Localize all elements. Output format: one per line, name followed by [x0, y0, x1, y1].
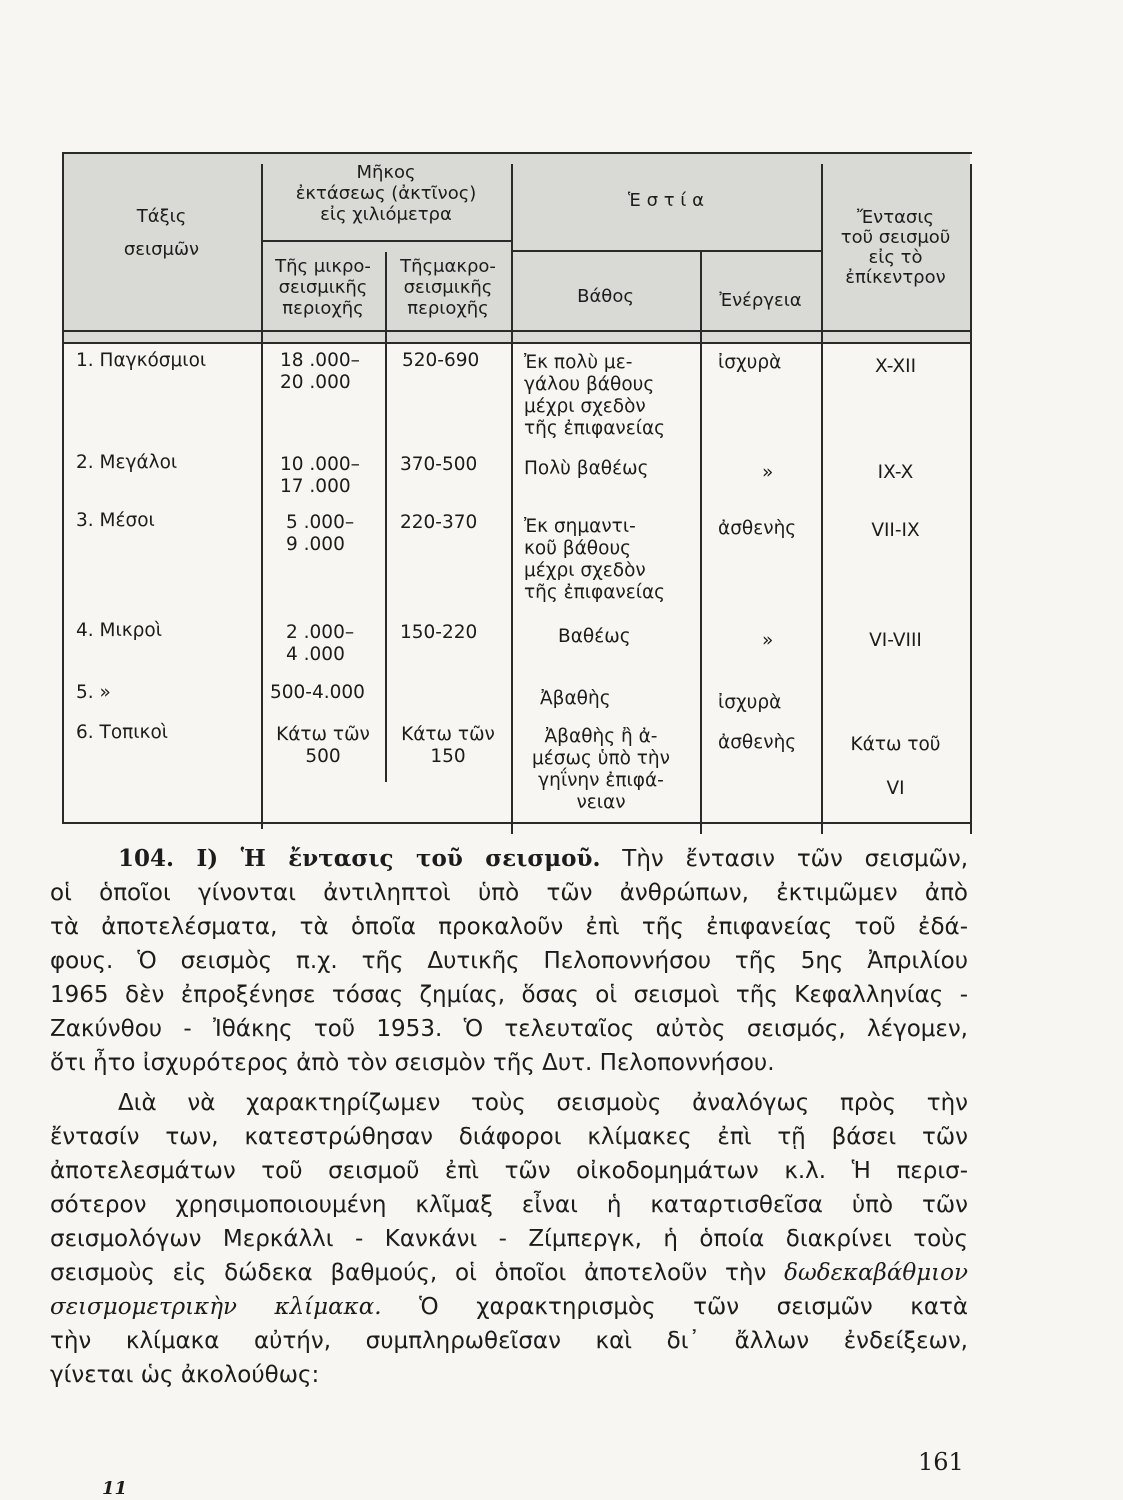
- italic-term: σεισμομετρικὴν κλίμακα.: [50, 1294, 382, 1320]
- paragraph-line: σεισμολόγων Μερκάλλι - Κανκάνι - Ζίμπεργκ, ἡ ὁποία διακρίνει τοὺς: [50, 1226, 968, 1252]
- table-top-border: [62, 152, 972, 154]
- row1-depth: Ἐκ πολὺ με- γάλου βάθους μέχρι σχεδὸν τῆς ἐπιφανείας: [524, 352, 666, 439]
- header-length-group: Μῆκος ἐκτάσεως (ἀκτῖνος) εἰς χιλιόμετρα: [295, 162, 477, 225]
- row2-intensity: IX-X: [877, 462, 914, 483]
- header-depth: Βάθος: [577, 286, 634, 307]
- header-focus: Ἑ σ τ ί α: [628, 190, 704, 211]
- paragraph-line: Ζακύνθου - Ἰθάκης τοῦ 1953. Ὁ τελευταῖος αὐτὸς σεισμός, λέγομεν,: [50, 1016, 968, 1042]
- paragraph-line: σεισμοὺς εἰς δώδεκα βαθμούς, οἱ ὁποῖοι ἀποτελοῦν τὴν δωδεκαβάθμιον: [50, 1260, 969, 1286]
- paragraph-line: σότερον χρησιμοποιουμένη κλῖμαξ εἶναι ἡ καταρτισθεῖσα ὑπὸ τῶν: [50, 1192, 968, 1218]
- header-micro: Τῆς μικρο- σεισμικῆς περιοχῆς: [275, 256, 371, 319]
- col-divider-2: [385, 252, 387, 782]
- row4-class: 4. Μικροὶ: [76, 620, 162, 641]
- row5-energy: ἰσχυρὰ: [718, 692, 782, 713]
- row1-micro: 18 .000– 20 .000: [280, 350, 360, 393]
- header-macro: Τῆςμακρο- σεισμικῆς περιοχῆς: [400, 256, 496, 319]
- row1-class: 1. Παγκόσμιοι: [76, 350, 207, 371]
- row6-energy: ἀσθενὴς: [718, 732, 797, 753]
- row3-macro: 220-370: [400, 512, 478, 533]
- row3-intensity: VII-IX: [871, 520, 920, 541]
- focus-subheader-rule: [511, 250, 821, 252]
- header-energy: Ἐνέργεια: [719, 290, 802, 311]
- row2-micro: 10 .000– 17 .000: [280, 454, 360, 497]
- paragraph-line: τὴν κλίμακα αὐτήν, συμπληρωθεῖσαν καὶ δι᾿ ἄλλων ἐνδείξεων,: [50, 1328, 968, 1354]
- row2-energy: »: [762, 462, 774, 483]
- row6-intensity: Κάτω τοῦ VI: [850, 734, 941, 799]
- paragraph-line: τὰ ἀποτελέσματα, τὰ ὁποῖα προκαλοῦν ἐπὶ τῆς ἐπιφανείας τοῦ ἐδά-: [50, 914, 968, 940]
- paragraph-line: ἔντασίν των, κατεστρώθησαν διάφοροι κλίμακες ἐπὶ τῇ βάσει τῶν: [50, 1124, 968, 1150]
- paragraph-line: οἱ ὁποῖοι γίνονται ἀντιληπτοὶ ὑπὸ τῶν ἀνθρώπων, ἐκτιμῶμεν ἀπὸ: [50, 880, 968, 906]
- row2-depth: Πολὺ βαθέως: [524, 458, 649, 479]
- earthquake-classification-table: [62, 152, 974, 834]
- row6-micro: Κάτω τῶν 500: [276, 724, 370, 767]
- signature-mark: 11: [102, 1478, 128, 1499]
- row3-micro: 5 .000– 9 .000: [286, 512, 355, 555]
- row6-depth: Ἀβαθὴς ἢ ἀ- μέσως ὑπὸ τὴν γηΐνην ἐπιφά- νειαν: [532, 726, 670, 813]
- table-bottom-border: [62, 822, 970, 824]
- paragraph-line: σεισμομετρικὴν κλίμακα. Ὁ χαρακτηρισμὸς τῶν σεισμῶν κατὰ: [50, 1294, 968, 1320]
- row4-micro: 2 .000– 4 .000: [286, 622, 355, 665]
- row1-energy: ἰσχυρὰ: [718, 352, 782, 373]
- paragraph-line: φους. Ὁ σεισμὸς π.χ. τῆς Δυτικῆς Πελοποννήσου τῆς 5ης Ἀπριλίου: [50, 948, 968, 974]
- length-subheader-rule: [261, 240, 511, 242]
- row2-macro: 370-500: [400, 454, 478, 475]
- row3-depth: Ἐκ σημαντι- κοῦ βάθους μέχρι σχεδὸν τῆς ἐπιφανείας: [524, 516, 666, 603]
- row4-energy: »: [762, 630, 774, 651]
- header-class: Τάξις σεισμῶν: [123, 206, 200, 260]
- header-bottom-rule: [62, 330, 970, 332]
- row3-energy: ἀσθενὴς: [718, 518, 797, 539]
- paragraph-line: 1965 δὲν ἐπροξένησε τόσας ζημίας, ὅσας οἱ σεισμοὶ τῆς Κεφαλληνίας -: [50, 982, 968, 1008]
- paragraph-line: 104. I) Ἡ ἔντασις τοῦ σεισμοῦ. Τὴν ἔντασιν τῶν σεισμῶν,: [118, 845, 969, 872]
- page-number: 161: [918, 1448, 964, 1476]
- row2-class: 2. Μεγάλοι: [76, 452, 178, 473]
- row1-macro: 520-690: [402, 350, 480, 371]
- table-right-border: [970, 164, 972, 834]
- paragraph-line: ἀποτελεσμάτων τοῦ σεισμοῦ ἐπὶ τῶν οἰκοδομημάτων κ.λ. Ἡ περισ-: [50, 1158, 968, 1184]
- header-double-rule: [62, 342, 970, 344]
- paragraph-line: ὅτι ἦτο ἰσχυρότερος ἀπὸ τὸν σεισμὸν τῆς Δυτ. Πελοποννήσου.: [50, 1050, 775, 1076]
- row3-class: 3. Μέσοι: [76, 510, 155, 531]
- col-divider-4: [700, 252, 702, 834]
- header-intensity: Ἔντασις τοῦ σεισμοῦ εἰς τὸ ἐπίκεντρον: [840, 207, 951, 288]
- row5-class: 5. »: [76, 682, 111, 703]
- row6-macro: Κάτω τῶν 150: [401, 724, 495, 767]
- paragraph-line: γίνεται ὡς ἀκολούθως:: [50, 1362, 320, 1388]
- row4-macro: 150-220: [400, 622, 478, 643]
- paragraph-line: Διὰ νὰ χαρακτηρίζωμεν τοὺς σεισμοὺς ἀναλόγως πρὸς τὴν: [118, 1090, 968, 1116]
- row5-depth: Ἀβαθὴς: [540, 688, 611, 709]
- row1-intensity: X-XII: [874, 356, 917, 377]
- row6-class: 6. Τοπικοὶ: [76, 722, 169, 743]
- section-title: 104. I) Ἡ ἔντασις τοῦ σεισμοῦ.: [118, 845, 601, 872]
- row5-micro: 500-4.000: [270, 682, 365, 703]
- italic-term: δωδεκαβάθμιον: [784, 1260, 969, 1286]
- row4-depth: Βαθέως: [558, 626, 631, 647]
- row4-intensity: VI-VIII: [869, 630, 922, 651]
